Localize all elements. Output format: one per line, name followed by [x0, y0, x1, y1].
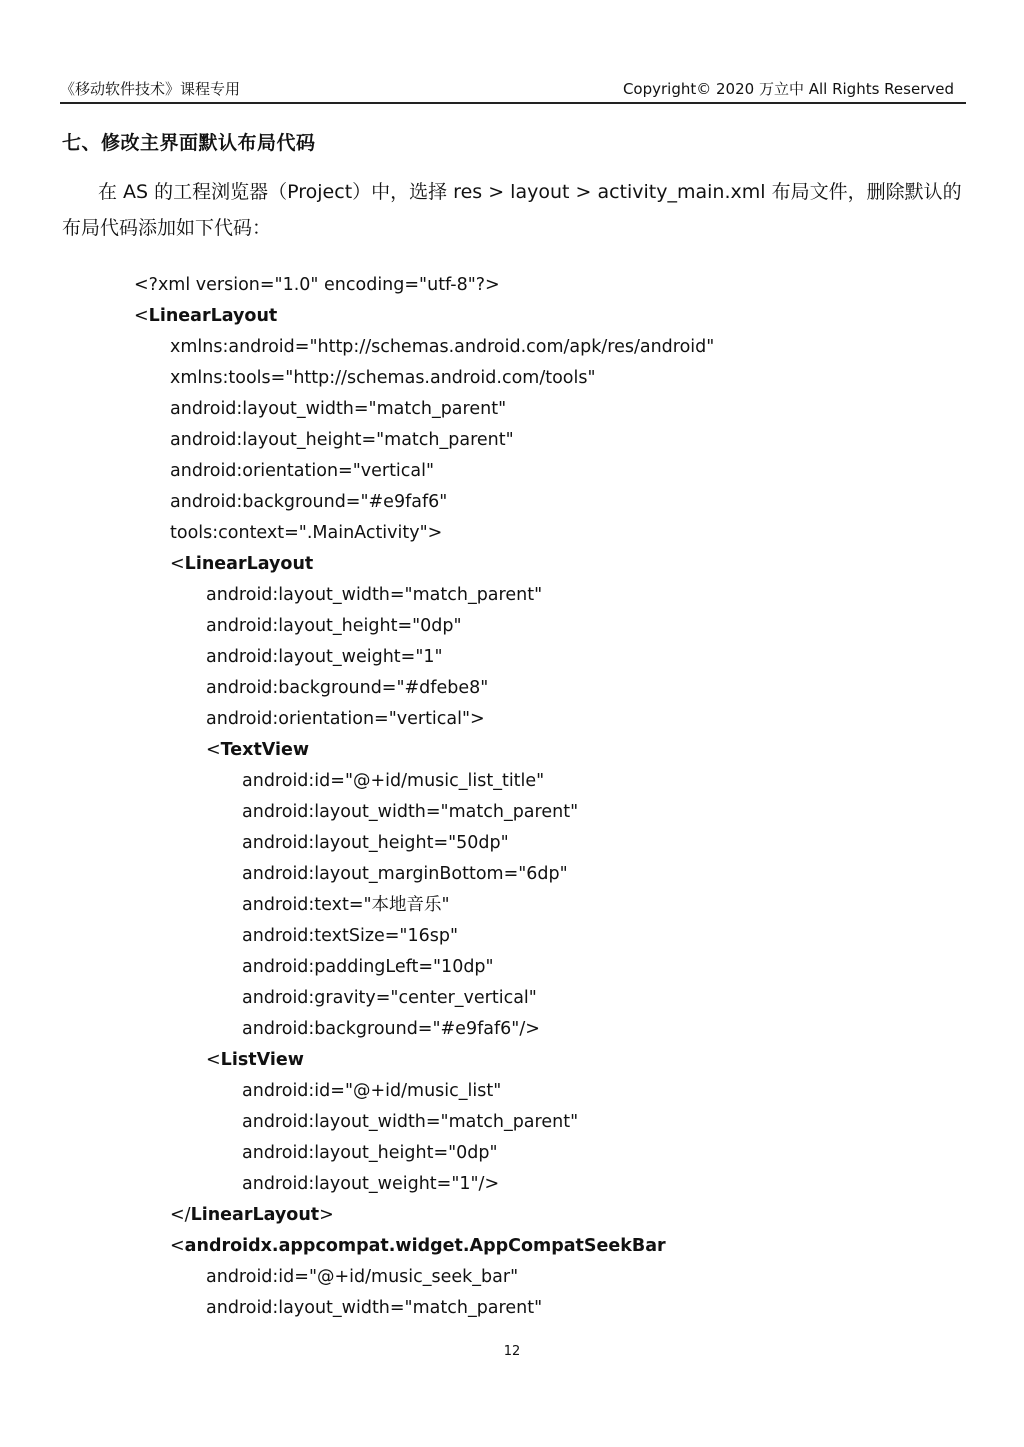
code-line: android:layout_weight="1"/> [242, 1174, 500, 1194]
page-header [60, 74, 966, 104]
code-line [0, 1045, 1024, 1076]
code-line: android:background="#e9faf6" [170, 492, 448, 512]
code-line: xmlns:android="http://schemas.android.com/apk/res/android" [170, 337, 715, 357]
code-line: android:layout_weight="1" [206, 647, 443, 667]
code-line: android:layout_height="0dp" [206, 616, 462, 636]
code-tag: androidx.appcompat.widget.AppCompatSeekBar [184, 1236, 666, 1256]
code-tag: LinearLayout [148, 306, 278, 326]
code-punct: < [206, 1050, 221, 1070]
code-line: android:background="#e9faf6"/> [242, 1019, 540, 1039]
header-copyright: Copyright© 2020 万立中 All Rights Reserved [622, 80, 954, 98]
code-punct: < [134, 306, 149, 326]
code-line [0, 301, 1024, 332]
code-line: android:gravity="center_vertical" [242, 988, 537, 1008]
code-line [0, 735, 1024, 766]
code-punct: > [319, 1205, 334, 1225]
code-line: android:id="@+id/music_seek_bar" [206, 1267, 519, 1287]
code-line [0, 1200, 1024, 1231]
code-line [0, 1231, 1024, 1262]
code-line: tools:context=".MainActivity"> [170, 523, 443, 543]
code-line: android:layout_width="match_parent" [206, 585, 543, 605]
intro-paragraph: 在 AS 的工程浏览器（Project）中，选择 res > layout > activity_main.xml 布局文件，删除默认的布局代码添加如下代码： [62, 181, 962, 239]
code-tag: TextView [220, 740, 310, 760]
code-line: android:layout_width="match_parent" [170, 399, 507, 419]
code-line: android:layout_height="0dp" [242, 1143, 498, 1163]
code-line: android:orientation="vertical"> [206, 709, 485, 729]
code-line: android:background="#dfebe8" [206, 678, 489, 698]
code-tag: ListView [220, 1050, 304, 1070]
code-line [0, 549, 1024, 580]
code-line: android:layout_marginBottom="6dp" [242, 864, 568, 884]
code-line: xmlns:tools="http://schemas.android.com/tools" [170, 368, 596, 388]
code-punct: </ [170, 1205, 191, 1225]
code-line: <?xml version="1.0" encoding="utf-8"?> [134, 275, 500, 295]
code-line: android:layout_height="50dp" [242, 833, 509, 853]
code-tag: LinearLayout [184, 554, 314, 574]
code-line: android:textSize="16sp" [242, 926, 459, 946]
code-punct: < [170, 554, 185, 574]
code-line: android:id="@+id/music_list_title" [242, 771, 545, 791]
header-course-title: 《移动软件技术》课程专用 [60, 80, 241, 98]
code-line: android:id="@+id/music_list" [242, 1081, 502, 1101]
code-punct: < [206, 740, 221, 760]
code-line: android:text="本地音乐" [242, 895, 450, 915]
code-tag: LinearLayout [190, 1205, 320, 1225]
section-title: 七、修改主界面默认布局代码 [62, 132, 316, 154]
code-punct: < [170, 1236, 185, 1256]
code-block [0, 270, 1024, 1324]
page-number: 12 [503, 1344, 521, 1359]
code-line: android:layout_width="match_parent" [206, 1298, 543, 1318]
code-line: android:layout_width="match_parent" [242, 802, 579, 822]
code-line: android:orientation="vertical" [170, 461, 435, 481]
code-line: android:layout_width="match_parent" [242, 1112, 579, 1132]
code-line: android:paddingLeft="10dp" [242, 957, 494, 977]
code-line: android:layout_height="match_parent" [170, 430, 514, 450]
